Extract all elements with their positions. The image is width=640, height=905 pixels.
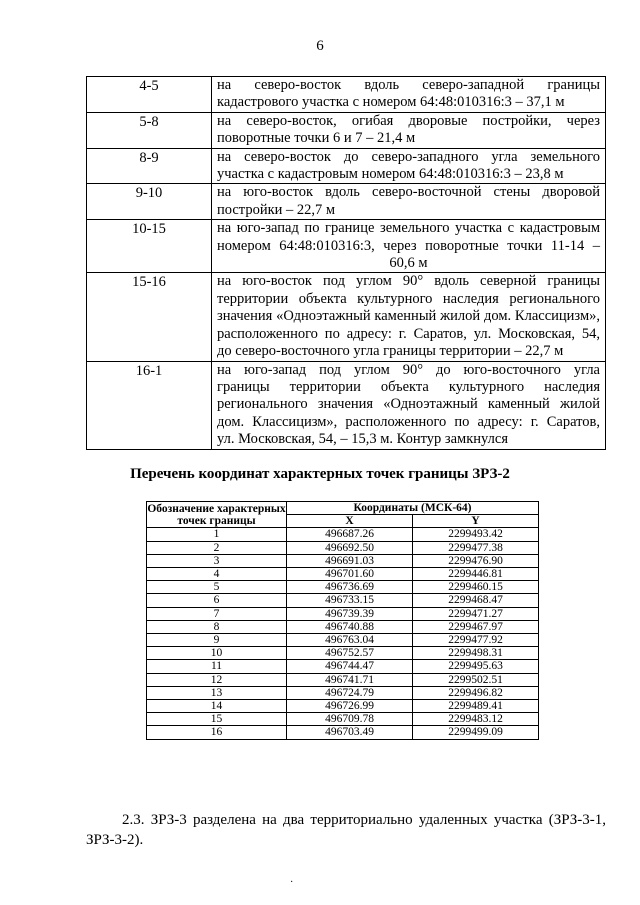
segment-label: 16-1 (87, 361, 212, 449)
segment-label: 4-5 (87, 77, 212, 113)
coordinate-row (147, 607, 539, 620)
segment-description-line: участка с кадастровым номером 64:48:010316:3 – 23,8 м (217, 166, 564, 183)
segment-description-line: значения «Одноэтажный каменный жилой дом. Классицизм», (217, 308, 600, 325)
segment-description-line: на северо-восток, огибая дворовые постройки, через (217, 112, 600, 129)
coordinate-row (147, 594, 539, 607)
segment-row (87, 220, 606, 273)
segment-description-line: на юго-восток под углом 90° вдоль северной границы (217, 273, 600, 290)
segment-description (212, 220, 606, 273)
point-number: 13 (147, 686, 287, 699)
segment-description (212, 184, 606, 220)
point-number: 2 (147, 541, 287, 554)
x-coordinate: 496733.15 (287, 594, 413, 607)
y-coordinate: 2299477.38 (413, 541, 539, 554)
x-coordinate: 496691.03 (287, 554, 413, 567)
segment-row (87, 184, 606, 220)
page-number: 6 (316, 38, 324, 54)
x-coordinate: 496701.60 (287, 568, 413, 581)
segment-description-line: на юго-запад под углом 90° до юго-восточного угла (217, 361, 600, 378)
y-coordinate: 2299495.63 (413, 660, 539, 673)
point-number: 7 (147, 607, 287, 620)
point-number: 1 (147, 528, 287, 541)
coordinate-row (147, 700, 539, 713)
section-title: Перечень координат характерных точек границы ЗРЗ-2 (130, 466, 510, 482)
point-number: 12 (147, 673, 287, 686)
segment-description-line: на северо-восток вдоль северо-западной границы (217, 77, 600, 93)
segment-label: 15-16 (87, 273, 212, 361)
segment-row (87, 77, 606, 113)
segment-description (212, 77, 606, 113)
segment-description-line: расположенного по адресу: г. Саратов, ул. Московская, 54, (217, 325, 600, 342)
segment-description-line: регионального значения «Одноэтажный каменный жилой (217, 396, 600, 413)
segment-description (212, 361, 606, 449)
segment-description (212, 112, 606, 148)
point-number: 6 (147, 594, 287, 607)
coordinate-row (147, 634, 539, 647)
header-x: X (287, 515, 413, 528)
x-coordinate: 496740.88 (287, 620, 413, 633)
segment-label: 10-15 (87, 220, 212, 273)
x-coordinate: 496744.47 (287, 660, 413, 673)
y-coordinate: 2299493.42 (413, 528, 539, 541)
segment-description-line: ул. Московская, 54, – 15,3 м. Контур замкнулся (217, 431, 508, 448)
segment-description-line: дом. Классицизм», расположенного по адресу: г. Саратов, (217, 413, 600, 430)
point-number: 11 (147, 660, 287, 673)
y-coordinate: 2299468.47 (413, 594, 539, 607)
coordinate-row (147, 620, 539, 633)
segment-description-line: на северо-восток до северо-западного угла земельного (217, 148, 600, 165)
coordinate-row (147, 726, 539, 739)
x-coordinate: 496741.71 (287, 673, 413, 686)
x-coordinate: 496726.99 (287, 700, 413, 713)
x-coordinate: 496736.69 (287, 581, 413, 594)
segment-row (87, 112, 606, 148)
segment-label: 9-10 (87, 184, 212, 220)
boundary-segments-table (86, 76, 606, 450)
segment-label: 5-8 (87, 112, 212, 148)
coordinate-row (147, 686, 539, 699)
y-coordinate: 2299502.51 (413, 673, 539, 686)
coordinate-row (147, 554, 539, 567)
y-coordinate: 2299496.82 (413, 686, 539, 699)
coordinate-row (147, 673, 539, 686)
segment-description-line: поворотные точки 6 и 7 – 21,4 м (217, 130, 416, 147)
segment-description-line: территории объекта культурного наследия регионального (217, 290, 600, 307)
segment-description (212, 148, 606, 184)
x-coordinate: 496709.78 (287, 713, 413, 726)
point-number: 15 (147, 713, 287, 726)
segment-description-line: 60,6 м (389, 255, 428, 272)
coordinate-row (147, 581, 539, 594)
point-number: 4 (147, 568, 287, 581)
coordinate-row (147, 660, 539, 673)
segment-description-line: номером 64:48:010316:3, через поворотные точки 11-14 – (217, 237, 600, 254)
point-number: 10 (147, 647, 287, 660)
point-number: 3 (147, 554, 287, 567)
header-point-designation: Обозначение характерных точек границы (147, 502, 286, 527)
y-coordinate: 2299489.41 (413, 700, 539, 713)
point-number: 16 (147, 726, 287, 739)
segment-row (87, 273, 606, 361)
point-number: 8 (147, 620, 287, 633)
header-y: Y (413, 515, 539, 528)
y-coordinate: 2299476.90 (413, 554, 539, 567)
segment-row (87, 361, 606, 449)
coordinates-table (146, 501, 539, 740)
segment-description-line: постройки – 22,7 м (217, 201, 336, 218)
y-coordinate: 2299467.97 (413, 620, 539, 633)
segment-description-line: на юго-запад по границе земельного участка с кадастровым (217, 220, 600, 237)
y-coordinate: 2299498.31 (413, 647, 539, 660)
header-coordinates: Координаты (МСК-64) (287, 502, 539, 515)
y-coordinate: 2299477.92 (413, 634, 539, 647)
point-number: 9 (147, 634, 287, 647)
y-coordinate: 2299471.27 (413, 607, 539, 620)
y-coordinate: 2299499.09 (413, 726, 539, 739)
x-coordinate: 496687.26 (287, 528, 413, 541)
x-coordinate: 496703.49 (287, 726, 413, 739)
coordinate-row (147, 568, 539, 581)
coordinate-row (147, 528, 539, 541)
y-coordinate: 2299483.12 (413, 713, 539, 726)
stray-mark: · (290, 877, 294, 888)
segment-description (212, 273, 606, 361)
y-coordinate: 2299446.81 (413, 568, 539, 581)
x-coordinate: 496692.50 (287, 541, 413, 554)
x-coordinate: 496724.79 (287, 686, 413, 699)
coordinate-row (147, 647, 539, 660)
y-coordinate: 2299460.15 (413, 581, 539, 594)
segment-description-line: кадастрового участка с номером 64:48:010316:3 – 37,1 м (217, 94, 565, 111)
paragraph-2-3: 2.3. ЗРЗ-3 разделена на два территориально удаленных участка (ЗРЗ-3-1, ЗРЗ-3-2). (86, 812, 606, 848)
point-number: 5 (147, 581, 287, 594)
coordinate-row (147, 713, 539, 726)
segment-description-line: на юго-восток вдоль северо-восточной стены дворовой (217, 184, 600, 201)
x-coordinate: 496739.39 (287, 607, 413, 620)
segment-row (87, 148, 606, 184)
segment-label: 8-9 (87, 148, 212, 184)
point-number: 14 (147, 700, 287, 713)
x-coordinate: 496763.04 (287, 634, 413, 647)
x-coordinate: 496752.57 (287, 647, 413, 660)
segment-description-line: до северо-восточного угла границы территории – 22,7 м (217, 343, 564, 360)
coordinate-row (147, 541, 539, 554)
segment-description-line: границы территории объекта культурного наследия (217, 378, 600, 395)
